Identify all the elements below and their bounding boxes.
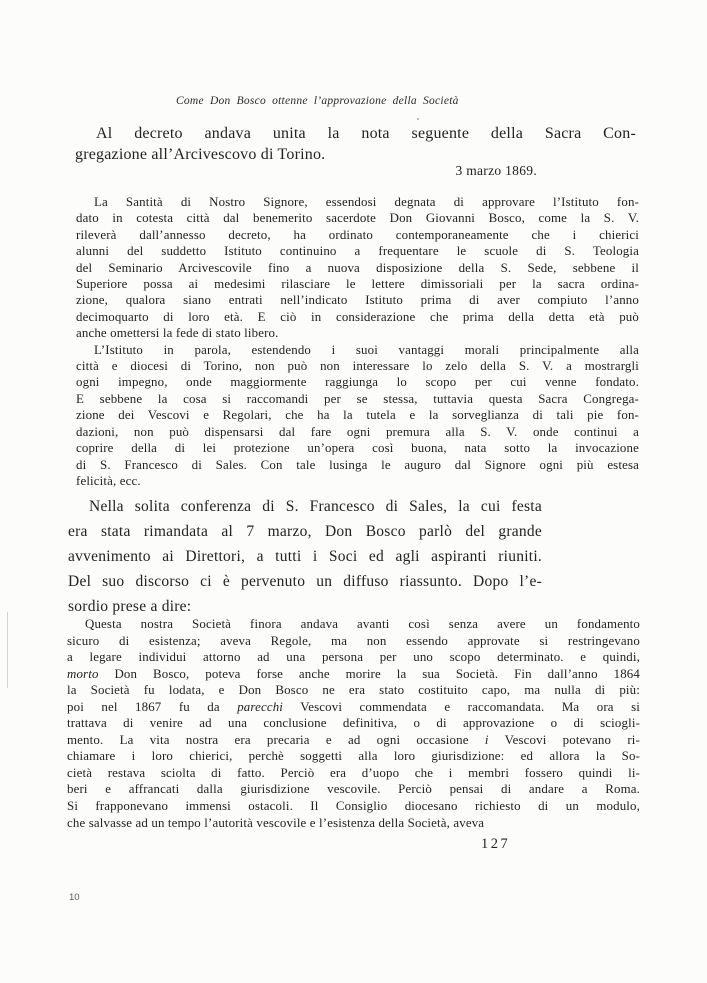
intro-paragraph: Al decreto andava unita la nota seguente della Sacra Con- gregazione all’Arcivescovo di Torino. [75,125,636,163]
scan-artifact-line [7,612,8,688]
letter-date: 3 marzo 1869. [455,163,537,178]
letter-body [76,194,639,489]
letter-paragraph: La Santità di Nostro Signore, essendosi degnata di approvare l’Istituto fon- dato in cotesta città dal benemerito sacerdote Don Giovanni Bosco, come la S. V. rileverà dall’annesso decreto, ha ordinato contemporaneamente che i chierici alunni del suddetto Istituto continuino a frequentare le scuole di S. Teologia del Seminario Arcivescovile fino a nuova disposizione della S. Sede, sebbene il Superiore possa ai medesimi rilasciare le lettere dimissoriali per la sacra ordina- zione, qualora siano entrati nell’indicato Istituto prima di aver compiuto l’anno decimoquarto di loro età. E ciò in considerazione che prima della detta età può anche omettersi la fede di stato libero. [76,195,639,341]
page-number: 127 [481,836,511,852]
speech-paragraph: Questa nostra Società finora andava avanti così senza avere un fondamento sicuro di esistenza; aveva Regole, ma non essendo approvate si restringevano a legare individui attorno ad una persona per uno scopo determinato. e quindi, morto Don Bosco, poteva forse anche morire la sua Società. Fin dall’anno 1864 la Società fu lodata, e Don Bosco ne era stato costituito capo, ma nulla di più: poi nel 1867 fu da parecchi Vescovi commendata e raccomandata. Ma ora si trattava di venire ad una conclusione definitiva, o di approvazione o di sciogli- mento. La vita nostra era precaria e ad ogni occasione i Vescovi potevano ri- chiamare i loro chierici, perchè soggetti alla loro giurisdizione: ed allora la So- cietà restava sciolta di fatto. Perciò era d’uopo che i membri fossero quindi li- beri e affrancati dalla giurisdizione vescovile. Perciò pensai di andare a Roma. Si frapponevano immensi ostacoli. Il Consiglio diocesano richiesto di un modulo, che salvasse ad un tempo l’autorità vescovile e l’esistenza della Società, aveva [67,617,640,830]
letter-paragraph: L’Istituto in parola, estendendo i suoi vantaggi morali principalmente alla città e diocesi di Torino, non può non interessare lo zelo della S. V. a mostrargli ogni impegno, onde maggiormente raggiunga lo scopo per cui venne fondato. E sebbene la cosa si raccomandi per se stessa, tuttavia questa Sacra Congrega- zione dei Vescovi e Regolari, che ha la tutela e la sorveglianza di tali pie fon- dazioni, non può dispensarsi dal fare ogni premura alla S. V. onde continui a coprire della di lei protezione un’opera così buona, nata sotto la invocazione di S. Francesco di Sales. Con tale lusinga le auguro dal Signore ogni più estesa felicità, ecc. [76,342,639,488]
scan-artifact-dot [417,118,419,120]
speech-excerpt [67,616,640,831]
narrative-paragraph: Nella solita conferenza di S. Francesco di Sales, la cui festa era stata rimandata al 7 marzo, Don Bosco parlò del grande avvenimento ai Direttori, a tutti i Soci ed agli aspiranti riuniti. Del suo discorso ci è pervenuto un diffuso riassunto. Dopo l’e- sordio prese a dire: [68,498,542,615]
signature-mark: 10 [69,892,80,903]
running-header: Come Don Bosco ottenne l’approvazione della Società [176,95,459,107]
